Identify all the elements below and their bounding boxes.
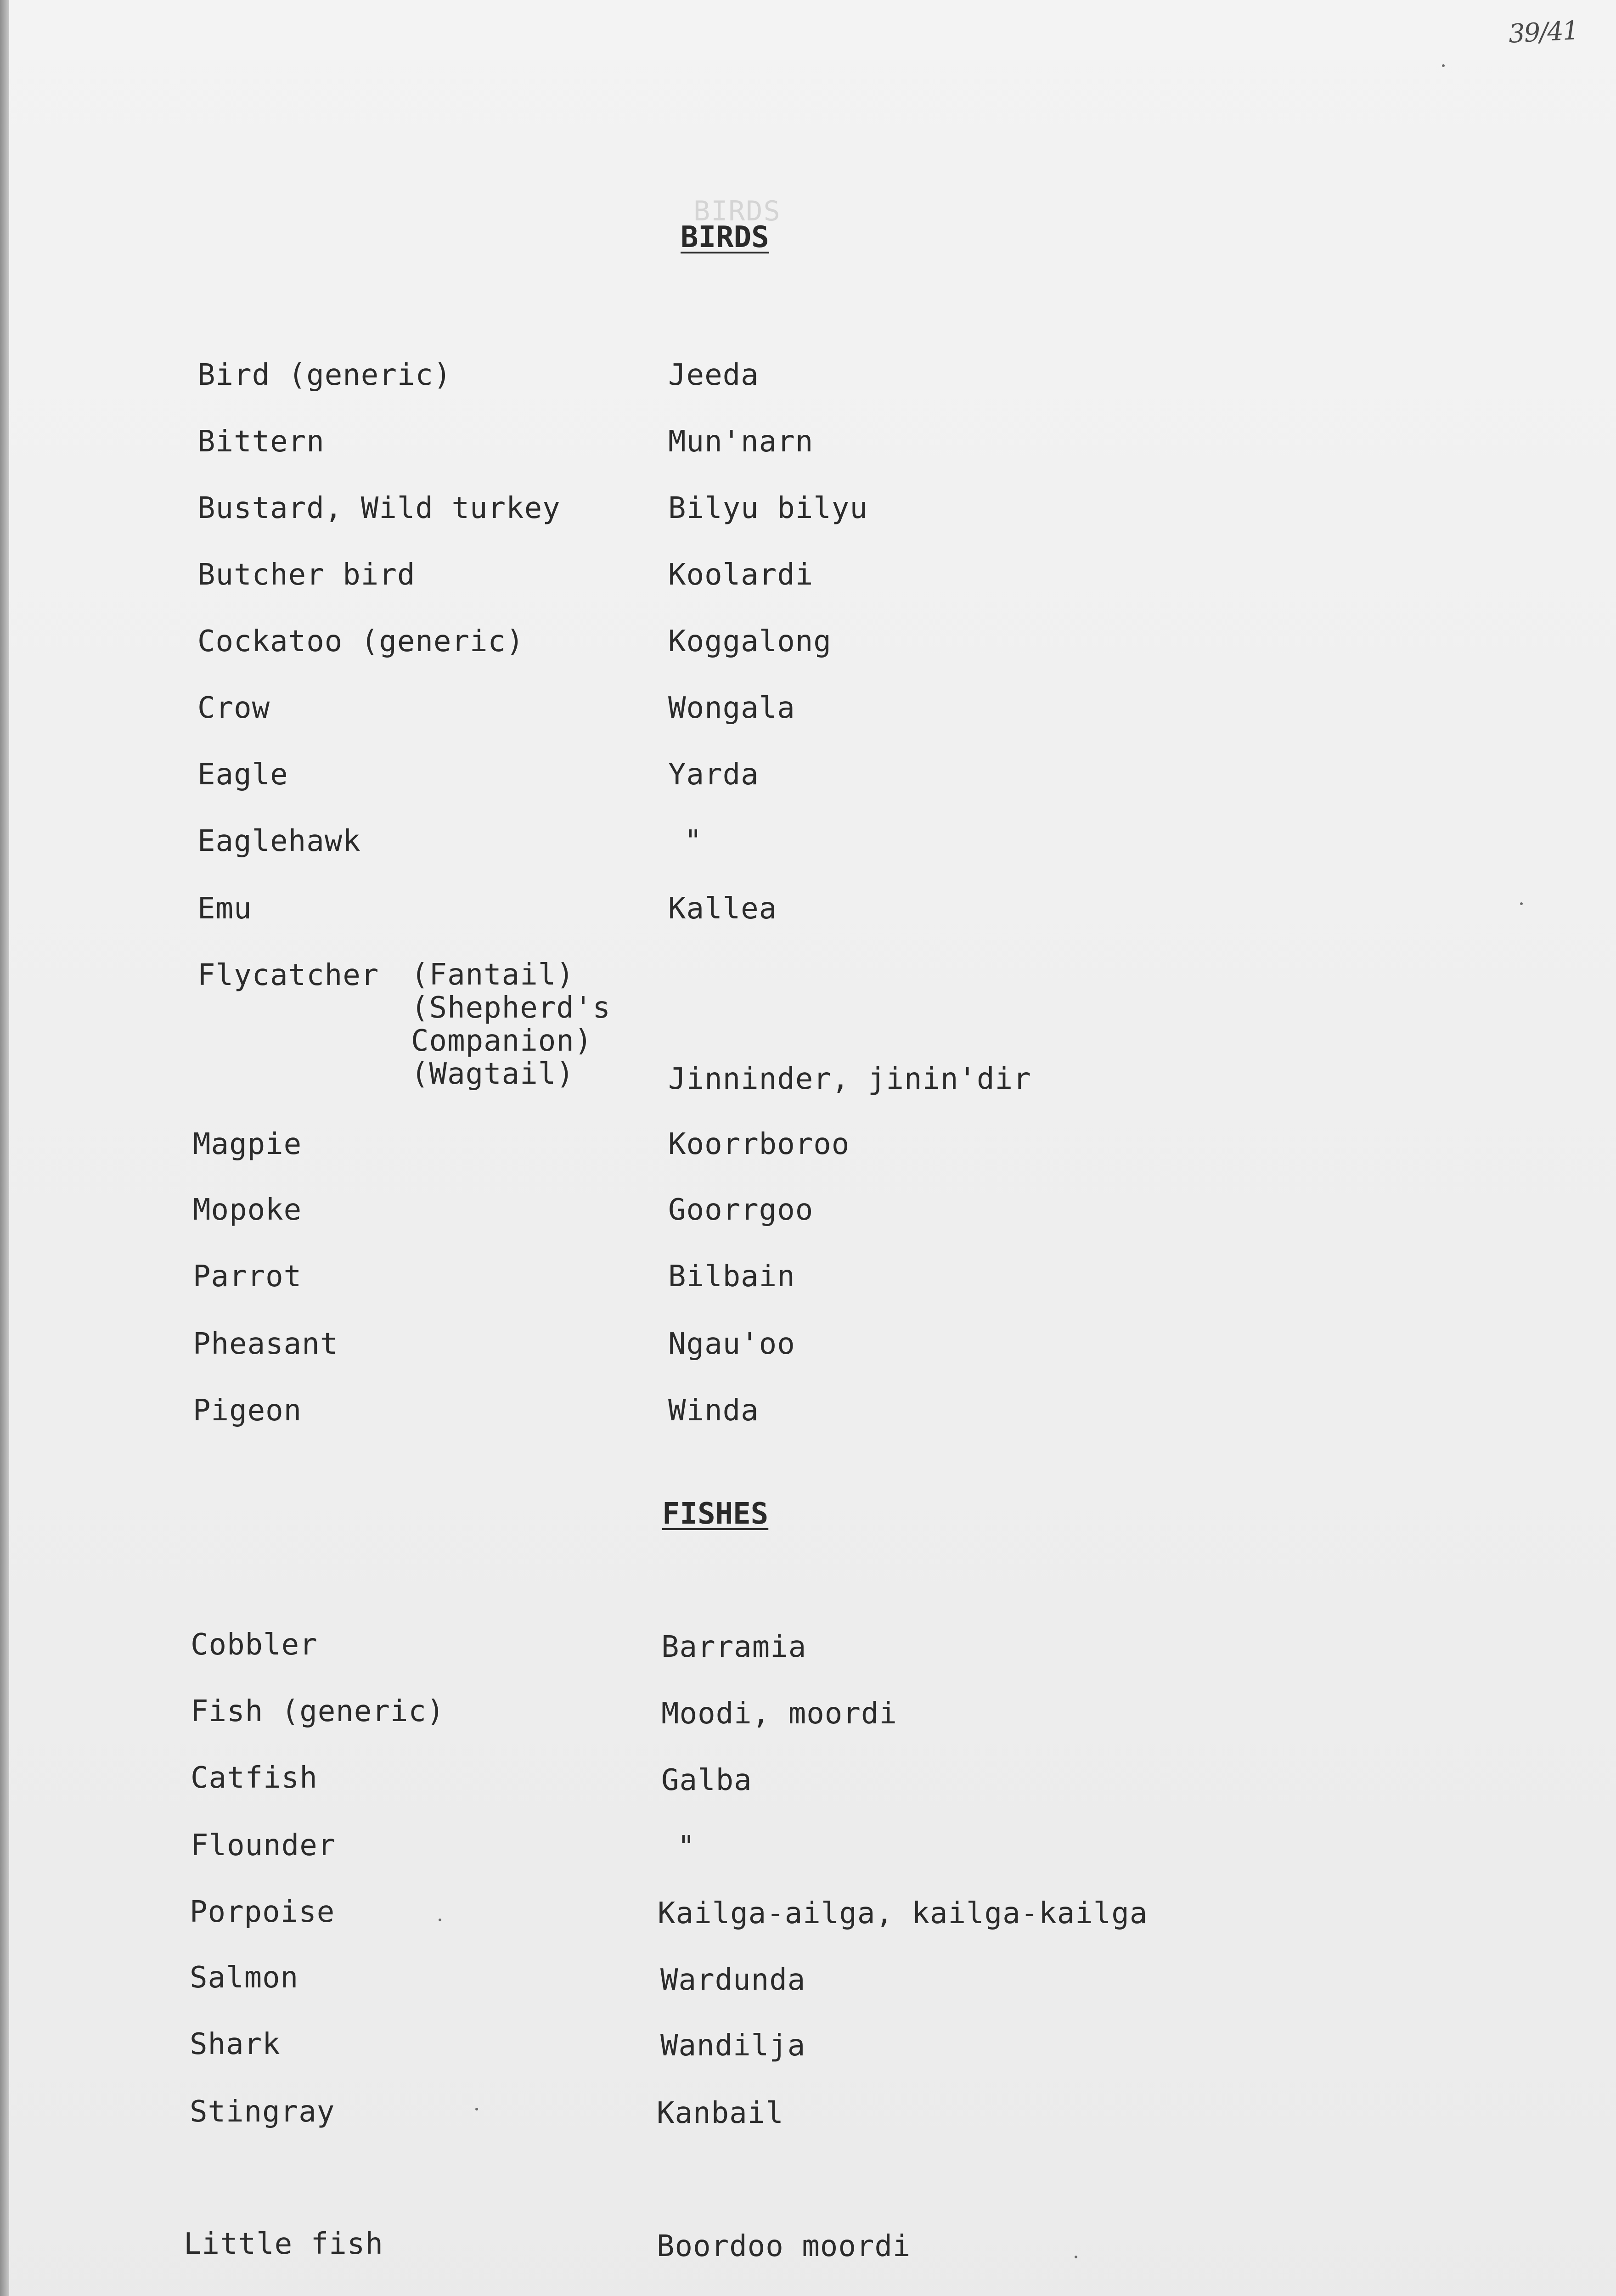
scan-speck bbox=[1520, 902, 1523, 905]
bird-native: Wongala bbox=[668, 691, 795, 725]
fish-native: Wardunda bbox=[660, 1963, 806, 1997]
bird-term: Bird (generic) bbox=[197, 358, 452, 392]
document-page bbox=[9, 0, 1616, 2296]
fish-term: Porpoise bbox=[190, 1895, 335, 1929]
bird-term: Eagle bbox=[197, 758, 288, 792]
fish-native: Boordoo moordi bbox=[657, 2229, 911, 2263]
fishes-heading: FISHES bbox=[662, 1497, 769, 1531]
ditto-mark: " bbox=[677, 1830, 696, 1864]
bird-native: Jinninder, jinin'dir bbox=[668, 1062, 1031, 1096]
bird-term: Butcher bird bbox=[197, 558, 416, 592]
bird-native: Koorrboroo bbox=[668, 1127, 850, 1161]
fish-term: Flounder bbox=[191, 1829, 336, 1863]
fish-term: Stingray bbox=[190, 2095, 335, 2129]
fish-term: Little fish bbox=[184, 2227, 383, 2261]
flycatcher-qualifier: (Shepherd's bbox=[411, 991, 611, 1025]
fish-native: Moodi, moordi bbox=[661, 1697, 897, 1731]
bird-native: Yarda bbox=[668, 758, 759, 792]
bird-term: Bustard, Wild turkey bbox=[197, 491, 561, 525]
fish-term: Fish (generic) bbox=[191, 1694, 445, 1728]
fish-term: Salmon bbox=[190, 1961, 299, 1995]
scan-speck bbox=[439, 1919, 441, 1921]
bird-term: Mopoke bbox=[193, 1193, 302, 1227]
bird-native: Kallea bbox=[668, 892, 777, 926]
scan-speck bbox=[1442, 64, 1445, 67]
scan-speck bbox=[475, 2108, 478, 2110]
bird-term: Magpie bbox=[193, 1127, 302, 1161]
bird-native: Goorrgoo bbox=[668, 1193, 814, 1227]
bird-term: Cockatoo (generic) bbox=[197, 625, 524, 658]
fish-native: Barramia bbox=[661, 1630, 807, 1664]
bird-native: Winda bbox=[668, 1394, 759, 1428]
bird-term: Pheasant bbox=[193, 1327, 338, 1361]
bird-term: Flycatcher bbox=[197, 958, 379, 992]
flycatcher-qualifier: (Fantail) bbox=[411, 958, 574, 992]
bird-native: Mun'narn bbox=[668, 425, 814, 459]
fish-native: Kanbail bbox=[657, 2096, 784, 2130]
bird-term: Bittern bbox=[197, 425, 325, 459]
folio-number: 39/41 bbox=[1508, 16, 1579, 49]
fish-term: Catfish bbox=[191, 1761, 318, 1795]
bird-native: Bilbain bbox=[668, 1260, 795, 1294]
bird-native: Jeeda bbox=[668, 358, 759, 392]
bird-term: Pigeon bbox=[193, 1394, 302, 1428]
fish-term: Cobbler bbox=[191, 1628, 318, 1662]
birds-heading: BIRDS bbox=[681, 220, 769, 254]
fish-term: Shark bbox=[190, 2027, 281, 2061]
flycatcher-qualifier: Companion) bbox=[411, 1024, 593, 1058]
bird-term: Emu bbox=[197, 892, 252, 926]
bird-native: Ngau'oo bbox=[668, 1327, 795, 1361]
ditto-mark: " bbox=[684, 824, 703, 858]
flycatcher-qualifier: (Wagtail) bbox=[411, 1057, 574, 1091]
bird-term: Eaglehawk bbox=[197, 824, 361, 858]
scan-left-edge bbox=[0, 0, 9, 2296]
fish-native: Wandilja bbox=[660, 2029, 806, 2063]
bird-term: Parrot bbox=[193, 1260, 302, 1294]
bird-native: Koggalong bbox=[668, 625, 832, 658]
fish-native: Kailga-ailga, kailga-kailga bbox=[658, 1896, 1148, 1930]
fish-native: Galba bbox=[661, 1763, 752, 1797]
bird-native: Bilyu bilyu bbox=[668, 491, 868, 525]
bird-native: Koolardi bbox=[668, 558, 814, 592]
scan-speck bbox=[1075, 2256, 1077, 2258]
ghost-heading: BIRDS bbox=[693, 195, 781, 227]
bird-term: Crow bbox=[197, 691, 270, 725]
